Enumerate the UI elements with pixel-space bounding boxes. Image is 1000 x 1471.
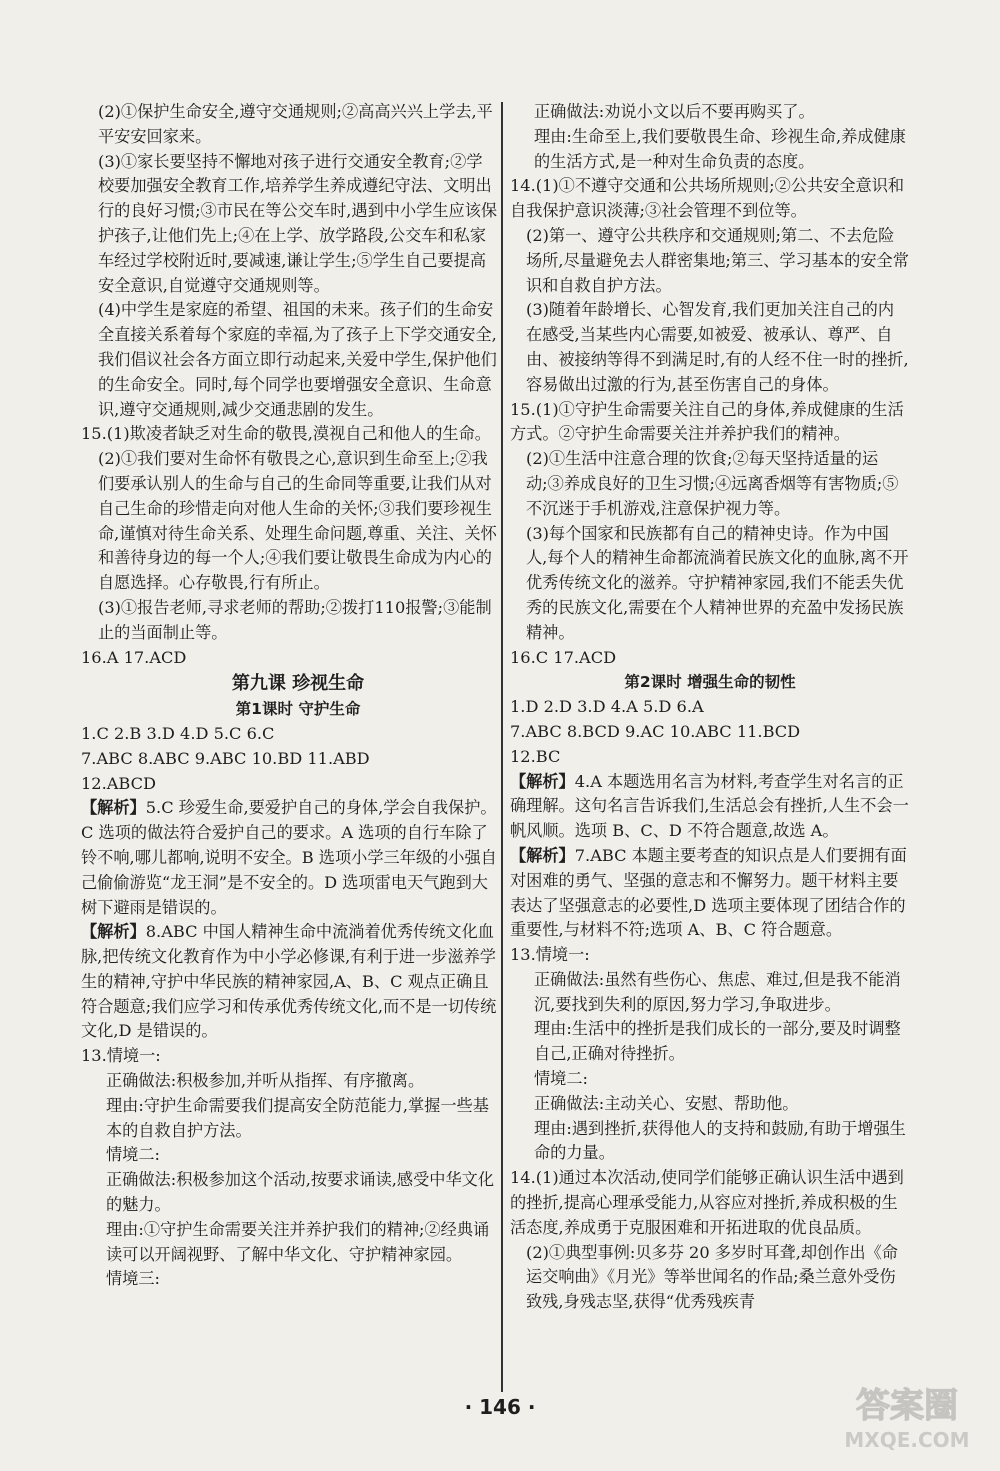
paragraph-text: 情境二: xyxy=(534,1069,589,1089)
paragraph-text: (3)①家长要坚持不懈地对孩子进行交通安全教育;②学校要加强安全教育工作,培养学生养成遵纪守法、文明出行的良好习惯;③市民在等公交车时,遇到中小学生应该保护孩子,让他们先上;④在上学、放学路段,公交车和私家车经过学校附近时,要减速,谦让学生;⑤学生自己要提高安全意识,自觉遵守交通规则等。 xyxy=(98,151,498,295)
paragraph-text: 正确做法:积极参加这个活动,按要求诵读,感受中华文化的魅力。 xyxy=(106,1170,495,1215)
section-heading: 第九课 珍视生命 xyxy=(231,673,365,695)
answer-paragraph xyxy=(106,1218,498,1268)
page-number: · 146 · xyxy=(464,1395,536,1419)
column-divider xyxy=(501,102,503,1392)
right-column xyxy=(510,100,910,1315)
paragraph-text: (4)中学生是家庭的希望、祖国的未来。孩子们的生命安全直接关系着每个家庭的幸福,为了孩子上下学交通安全,我们倡议社会各方面立即行动起来,关爱中学生,保护他们的生命安全。同时,每个同学也要增强安全意识、生命意识,遵守交通规则,减少交通悲剧的发生。 xyxy=(98,300,497,419)
paragraph-text: 情境二: xyxy=(106,1145,161,1165)
answer-paragraph xyxy=(98,150,498,299)
watermark-text: 答案圈 xyxy=(856,1386,958,1426)
answer-paragraph xyxy=(106,1069,498,1094)
paragraph-text: 16.C 17.ACD xyxy=(510,647,617,667)
analysis-tag: 【解析】 xyxy=(81,922,146,942)
answer-paragraph xyxy=(81,796,498,920)
paragraph-text: (2)第一、遵守公共秩序和交通规则;第二、不去危险场所,尽量避免去人群密集地;第三、学习基本的安全常识和自救自护方法。 xyxy=(526,225,909,295)
answer-paragraph xyxy=(510,646,910,671)
paragraph-text: 理由:①守护生命需要关注并养护我们的精神;②经典诵读可以开阔视野、了解中华文化、守护精神家园。 xyxy=(106,1219,490,1264)
paragraph-text: 7.ABC 8.ABC 9.ABC 10.BD 11.ABD xyxy=(81,748,370,768)
answer-paragraph xyxy=(81,646,498,671)
paragraph-text: 15.(1)①守护生命需要关注自己的身体,养成健康的生活方式。②守护生命需要关注并养护我们的精神。 xyxy=(510,399,904,444)
answer-paragraph xyxy=(510,770,910,844)
paragraph-text: 7.ABC 8.BCD 9.AC 10.ABC 11.BCD xyxy=(510,721,801,741)
answer-paragraph xyxy=(106,1094,498,1144)
paragraph-text: 12.ABCD xyxy=(81,773,156,793)
paragraph-text: 13.情境一: xyxy=(81,1046,161,1066)
answer-paragraph xyxy=(534,1092,910,1117)
answer-paragraph xyxy=(98,298,498,422)
answer-paragraph xyxy=(81,747,498,772)
paragraph-text: 理由:生活中的挫折是我们成长的一部分,要及时调整自己,正确对待挫折。 xyxy=(534,1019,901,1064)
paragraph-text: 情境三: xyxy=(106,1269,161,1289)
paragraph-text: (3)每个国家和民族都有自己的精神史诗。作为中国人,每个人的精神生命都流淌着民族文化的血脉,离不开优秀传统文化的滋养。守护精神家园,我们不能丢失优秀的民族文化,需要在个人精神世界的充盈中发扬民族精神。 xyxy=(526,523,909,642)
paragraph-text: 正确做法:劝说小文以后不要再购买了。 xyxy=(534,102,815,121)
paragraph-text: 12.BC xyxy=(510,746,561,766)
answer-paragraph xyxy=(106,1168,498,1218)
paragraph-text: 1.C 2.B 3.D 4.D 5.C 6.C xyxy=(81,723,275,743)
answer-paragraph xyxy=(526,1241,910,1315)
answer-paragraph xyxy=(534,1117,910,1167)
paragraph-text: 4.A 本题选用名言为材料,考查学生对名言的正确理解。这句名言告诉我们,生活总会有挫折,人生不会一帆风顺。选项 B、C、D 不符合题意,故选 A。 xyxy=(510,771,909,841)
paragraph-text: 8.ABC 中国人精神生命中流淌着优秀传统文化血脉,把传统文化教育作为中小学必修课,有利于进一步滋养学生的精神,守护中华民族的精神家园,A、B、C 观点正确且符合题意;我们应学习和传承优秀传统文化,而不是一切传统文化,D 是错误的。 xyxy=(81,922,497,1041)
paragraph-text: 14.(1)①不遵守交通和公共场所规则;②公共安全意识和自我保护意识淡薄;③社会管理不到位等。 xyxy=(510,176,905,221)
answer-paragraph xyxy=(534,125,910,175)
answer-paragraph xyxy=(81,920,498,1044)
answer-paragraph xyxy=(81,422,498,447)
answer-paragraph xyxy=(98,596,498,646)
answer-paragraph xyxy=(510,720,910,745)
answer-paragraph xyxy=(81,1044,498,1069)
answer-paragraph xyxy=(510,695,910,720)
section-heading: 第2课时 增强生命的韧性 xyxy=(624,673,796,692)
answer-paragraph xyxy=(526,224,910,298)
answer-paragraph xyxy=(106,1143,498,1168)
answer-paragraph xyxy=(98,447,498,596)
answer-paragraph xyxy=(106,1267,498,1292)
analysis-tag: 【解析】 xyxy=(81,798,146,818)
answer-paragraph xyxy=(526,298,910,397)
paragraph-text: 13.情境一: xyxy=(510,945,590,965)
paragraph-text: 7.ABC 本题主要考查的知识点是人们要拥有面对困难的勇气、坚强的意志和不懈努力。题干材料主要表达了坚强意志的必要性,D 选项主要体现了团结合作的重要性,与材料不符;选项 A、B、C 符合题意。 xyxy=(510,845,907,940)
paragraph-text: (2)①典型事例:贝多芬 20 多岁时耳聋,却创作出《命运交响曲》《月光》等举世闻名的作品;桑兰意外受伤致残,身残志坚,获得“优秀残疾青 xyxy=(526,1242,898,1312)
paragraph-text: 5.C 珍爱生命,要爱护自己的身体,学会自我保护。C 选项的做法符合爱护自己的要求。A 选项的自行车除了铃不响,哪儿都响,说明不安全。B 选项小学三年级的小强自己偷偷游览“龙王洞”是不安全的。D 选项雷电天气跑到大树下避雨是错误的。 xyxy=(81,798,497,917)
analysis-tag: 【解析】 xyxy=(510,771,575,791)
watermark-url: MXQE.COM xyxy=(844,1428,970,1452)
answer-paragraph xyxy=(98,100,498,150)
watermark-logo xyxy=(832,1375,982,1455)
left-column xyxy=(81,100,498,1292)
answer-paragraph xyxy=(526,522,910,646)
paragraph-text: 正确做法:虽然有些伤心、焦虑、难过,但是我不能消沉,要找到失利的原因,努力学习,争取进步。 xyxy=(534,969,901,1014)
answer-paragraph xyxy=(534,100,910,125)
paragraph-text: 15.(1)欺凌者缺乏对生命的敬畏,漠视自己和他人的生命。 xyxy=(81,424,491,444)
paragraph-text: 正确做法:积极参加,并听从指挥、有序撤离。 xyxy=(106,1071,425,1091)
answer-paragraph xyxy=(510,943,910,968)
answer-paragraph xyxy=(510,1166,910,1240)
answer-paragraph xyxy=(534,968,910,1018)
paragraph-text: (2)①生活中注意合理的饮食;②每天坚持适量的运动;③养成良好的卫生习惯;④远离香烟等有害物质;⑤不沉迷于手机游戏,注意保护视力等。 xyxy=(526,449,899,518)
analysis-tag: 【解析】 xyxy=(510,845,575,865)
answer-paragraph xyxy=(510,174,910,224)
answer-paragraph xyxy=(510,745,910,770)
paragraph-text: 16.A 17.ACD xyxy=(81,647,187,667)
paragraph-text: 理由:遇到挫折,获得他人的支持和鼓励,有助于增强生命的力量。 xyxy=(534,1118,906,1163)
paragraph-text: 14.(1)通过本次活动,使同学们能够正确认识生活中遇到的挫折,提高心理承受能力,从容应对挫折,养成积极的生活态度,养成勇于克服困难和开拓进取的优良品质。 xyxy=(510,1168,904,1237)
paragraph-text: 理由:生命至上,我们要敬畏生命、珍视生命,养成健康的生活方式,是一种对生命负责的态度。 xyxy=(534,126,906,171)
answer-paragraph xyxy=(534,1067,910,1092)
section-heading: 第1课时 守护生命 xyxy=(235,700,361,719)
paragraph-text: (2)①保护生命安全,遵守交通规则;②高高兴兴上学去,平平安安回家来。 xyxy=(98,102,493,146)
answer-paragraph xyxy=(526,447,910,521)
answer-paragraph xyxy=(81,772,498,797)
paragraph-text: (2)①我们要对生命怀有敬畏之心,意识到生命至上;②我们要承认别人的生命与自己的生命同等重要,让我们从对自己生命的珍惜走向对他人生命的关怀;③我们要珍视生命,谨慎对待生命关系、处理生命问题,尊重、关注、关怀和善待身边的每一个人;④我们要让敬畏生命成为内心的自愿选择。心存敬畏,行有所止。 xyxy=(98,449,497,593)
answer-paragraph xyxy=(510,398,910,448)
answer-paragraph xyxy=(510,844,910,943)
answer-paragraph xyxy=(534,1017,910,1067)
paragraph-text: 1.D 2.D 3.D 4.A 5.D 6.A xyxy=(510,697,704,717)
paragraph-text: (3)①报告老师,寻求老师的帮助;②拨打110报警;③能制止的当面制止等。 xyxy=(98,597,492,642)
paragraph-text: 理由:守护生命需要我们提高安全防范能力,掌握一些基本的自救自护方法。 xyxy=(106,1095,489,1140)
paragraph-text: 正确做法:主动关心、安慰、帮助他。 xyxy=(534,1093,799,1113)
answer-paragraph xyxy=(81,722,498,747)
paragraph-text: (3)随着年龄增长、心智发育,我们更加关注自己的内在感受,当某些内心需要,如被爱、被承认、尊严、自由、被接纳等得不到满足时,有的人经不住一时的挫折,容易做出过激的行为,甚至伤害自己的身体。 xyxy=(526,300,909,394)
